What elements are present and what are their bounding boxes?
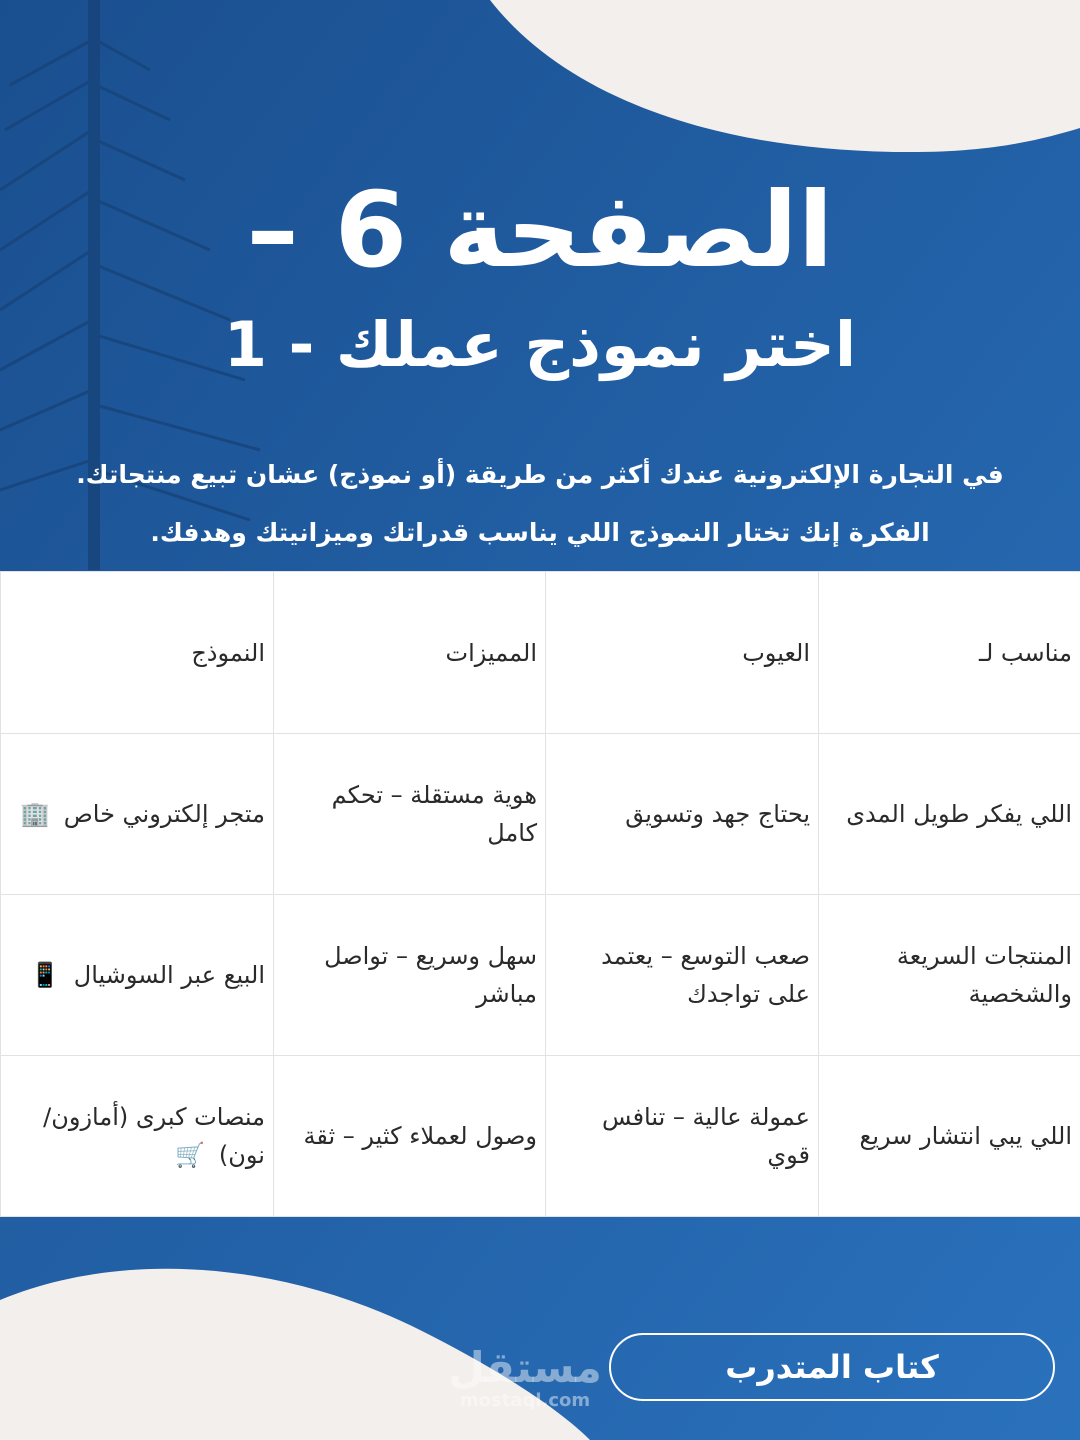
page-subtitle: اختر نموذج عملك - 1 — [223, 308, 857, 381]
cell-model — [1, 734, 274, 895]
cell-model — [1, 895, 274, 1056]
office-building-icon: 🏢 — [20, 800, 51, 828]
watermark-domain: mostaql.com — [459, 1390, 591, 1411]
model-name: متجر إلكتروني خاص — [63, 800, 265, 828]
table-row — [1, 734, 1080, 895]
intro-text — [60, 446, 1020, 562]
shopping-cart-icon: 🛒 — [175, 1141, 206, 1169]
cell-suitable: اللي يبي انتشار سريع — [819, 1056, 1080, 1217]
cell-pros: هوية مستقلة – تحكم كامل — [274, 734, 546, 895]
page-title: الصفحة 6 – — [246, 169, 834, 291]
cell-cons: صعب التوسع – يعتمد على تواجدك — [546, 895, 819, 1056]
cell-cons: يحتاج جهد وتسويق — [546, 734, 819, 895]
header-cons: العيوب — [546, 572, 819, 734]
intro-line-1: في التجارة الإلكترونية عندك أكثر من طريقة (أو نموذج) عشان تبيع منتجاتك. — [76, 460, 1004, 489]
table-row — [1, 1056, 1080, 1217]
cell-model — [1, 1056, 274, 1217]
model-name: البيع عبر السوشيال — [73, 961, 265, 989]
intro-line-2: الفكرة إنك تختار النموذج اللي يناسب قدراتك وميزانيتك وهدفك. — [150, 518, 930, 547]
watermark-logo-word: مستقل — [448, 1343, 602, 1392]
models-table — [0, 571, 1080, 1217]
header-model: النموذج — [1, 572, 274, 734]
cell-pros: وصول لعملاء كثير – ثقة — [274, 1056, 546, 1217]
mostaql-watermark — [440, 1340, 610, 1412]
cell-pros: سهل وسريع – تواصل مباشر — [274, 895, 546, 1056]
header-pros: المميزات — [274, 572, 546, 734]
table-row — [1, 895, 1080, 1056]
model-name: منصات كبرى (أمازون/نون) — [43, 1103, 265, 1169]
table-header-row — [1, 572, 1080, 734]
header-suitable: مناسب لـ — [819, 572, 1080, 734]
trainee-book-button[interactable]: كتاب المتدرب — [609, 1333, 1055, 1401]
cell-cons: عمولة عالية – تنافس قوي — [546, 1056, 819, 1217]
cell-suitable: المنتجات السريعة والشخصية — [819, 895, 1080, 1056]
cell-suitable: اللي يفكر طويل المدى — [819, 734, 1080, 895]
mobile-phone-icon: 📱 — [30, 961, 61, 989]
